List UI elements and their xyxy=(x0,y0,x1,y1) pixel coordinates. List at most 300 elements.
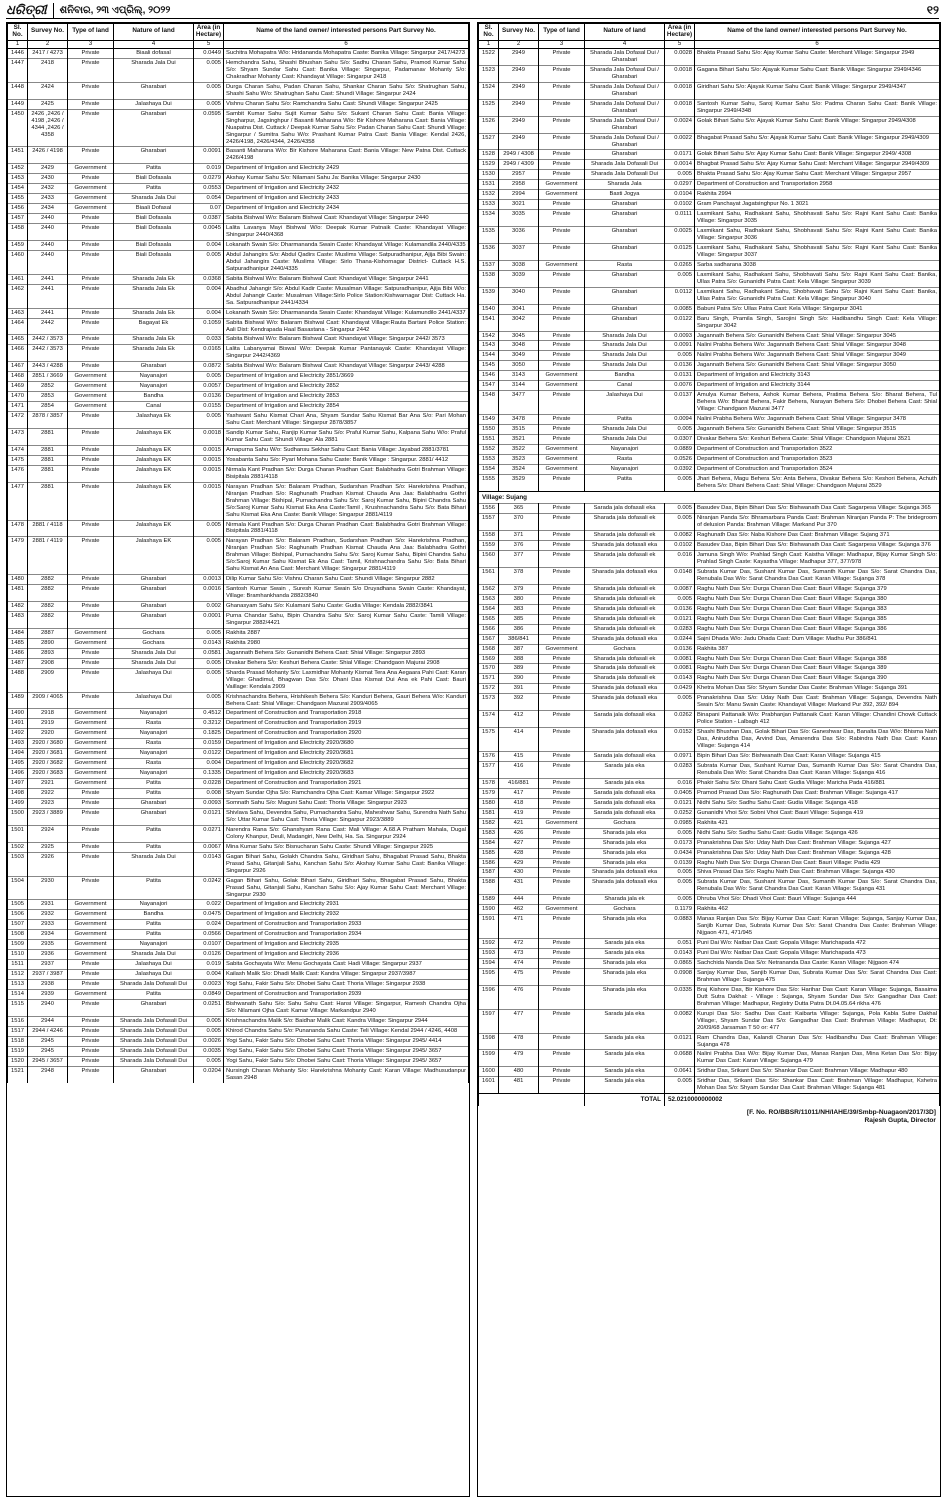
owner-details: Department of Irrigation and Electricity 2433 xyxy=(224,194,469,204)
area: 0.0076 xyxy=(665,381,695,391)
table-row xyxy=(479,287,940,304)
table-row xyxy=(479,594,940,604)
survey-no: 2440 xyxy=(28,241,68,251)
land-nature: Nayanajori xyxy=(114,372,194,382)
owner-details: Sabita Bishwal W/o: Balaram Bishwal Cast: Khandayat Village: Singarpur 2442/ 3573 xyxy=(224,335,469,345)
table-row xyxy=(8,759,469,769)
col-num: 5 xyxy=(194,40,224,48)
land-nature: Sharada Jala Dui xyxy=(585,351,665,361)
sl-no: 1488 xyxy=(8,668,28,692)
area: 0.0889 xyxy=(665,444,695,454)
area: 0.0022 xyxy=(665,133,695,150)
land-nature: Nayanajori xyxy=(114,382,194,392)
survey-no: 3037 xyxy=(499,244,539,261)
survey-no: 2881 / 4118 xyxy=(28,520,68,537)
land-type: Private xyxy=(539,1077,585,1094)
survey-no: 387 xyxy=(499,644,539,654)
table-row xyxy=(8,520,469,537)
area: 0.0387 xyxy=(194,214,224,224)
sl-no: 1551 xyxy=(479,435,499,445)
land-type: Private xyxy=(539,244,585,261)
owner-details: Jagannath Behera S/o: Gunanidhi Behera Cast: Shial Village: Singarpur 3045 xyxy=(695,331,940,341)
sl-no: 1447 xyxy=(8,58,28,82)
land-type: Private xyxy=(539,788,585,798)
table-row xyxy=(8,49,469,59)
land-type: Private xyxy=(539,808,585,818)
owner-details: Department of Irrigation and Electricity 2920/3680 xyxy=(224,739,469,749)
sl-no: 1554 xyxy=(479,464,499,474)
table-row xyxy=(8,174,469,184)
area: 0.0018 xyxy=(665,99,695,116)
land-nature: Sarada jala eka xyxy=(585,949,665,959)
survey-no: 2441 xyxy=(28,308,68,318)
owner-details: Shashi Bhushan Das, Golak Bihari Das S/o: Ganeshwar Das, Banalta Das W/o: Bhisma Nath Das, Aniruddha Das, Arvind Das, Amarendra Das S/o: Rabindra Nath Das Cast: Karan Village: Sujanga 414 xyxy=(695,728,940,752)
sl-no: 1477 xyxy=(8,482,28,520)
owner-details: Yogi Sahu, Fakir Sahu S/o: Dhobei Sahu Cast: Thoria Village: Singarpur 2938 xyxy=(224,980,469,990)
owner-details: Gram Panchayat Jagatsinghpur No. 1 3021 xyxy=(695,200,940,210)
survey-no: 2418 xyxy=(28,58,68,82)
owner-details: Pramod Prasad Das S/o: Raghunath Das Cast: Brahman Village: Sujanga 417 xyxy=(695,788,940,798)
land-nature: Jalashaya Dui xyxy=(114,970,194,980)
land-nature: Gharabari xyxy=(585,150,665,160)
land-type: Private xyxy=(68,658,114,668)
table-row xyxy=(479,270,940,287)
sl-no: 1583 xyxy=(479,828,499,838)
owner-details: Department of Construction and Transportation 2918 xyxy=(224,709,469,719)
survey-no: 2919 xyxy=(28,719,68,729)
land-nature: Nayanajori xyxy=(114,709,194,719)
land-table-left xyxy=(7,23,469,1083)
area: 0.0045 xyxy=(194,224,224,241)
table-row xyxy=(479,798,940,808)
sl-no: 1479 xyxy=(8,537,28,575)
sl-no: 1558 xyxy=(479,531,499,541)
sl-no: 1525 xyxy=(479,99,499,116)
sl-no: 1534 xyxy=(479,210,499,227)
owner-details: Yogi Sahu, Fakir Sahu S/o: Dhobei Sahu Cast: Thoria Village: Singarpur 2945/ 3657 xyxy=(224,1046,469,1056)
owner-details: Yogi Sahu, Fakir Sahu S/o: Dhobei Sahu Cast: Thoria Village: Singarpur 2945/ 3657 xyxy=(224,1056,469,1066)
land-type: Government xyxy=(68,930,114,940)
table-row xyxy=(479,381,940,391)
table-row xyxy=(479,331,940,341)
table-row xyxy=(479,684,940,694)
survey-no: 474 xyxy=(499,958,539,968)
survey-no: 2881 xyxy=(28,482,68,520)
land-nature: Sarada jala dofasali eka xyxy=(585,711,665,728)
owner-details: Department of Irrigation and Electricity 2920/3681 xyxy=(224,749,469,759)
sl-no: 1524 xyxy=(479,82,499,99)
table-row xyxy=(479,425,940,435)
sl-no: 1510 xyxy=(8,950,28,960)
owner-details: Bhakta Prasad Sahu S/o: Ajay Kumar Sahu Cast: Merchant Village: Singarpur 2957 xyxy=(695,170,940,180)
table-row xyxy=(479,371,940,381)
owner-details: Dilip Kumar Sahu S/o: Vishnu Charan Sahu Cast: Shundi Village: Singarpur 2882 xyxy=(224,575,469,585)
table-row xyxy=(479,116,940,133)
owner-details: Jagannath Behera S/o: Gunanidhi Behera Cast: Shial Village: Singarpur 2893 xyxy=(224,648,469,658)
area: 0.0026 xyxy=(194,1036,224,1046)
land-nature: Sharada Jala Dofasal Dui / Gharabari xyxy=(585,116,665,133)
owner-details: Khirod Chandra Sahu S/o: Punananda Sahu Caste: Teli Village: Kendal 2944 / 4246, 4408 xyxy=(224,1026,469,1036)
land-type: Private xyxy=(539,210,585,227)
survey-no: 3045 xyxy=(499,331,539,341)
owner-details: Sarba sadharana 3038 xyxy=(695,260,940,270)
sl-no: 1563 xyxy=(479,594,499,604)
survey-no: 376 xyxy=(499,541,539,551)
survey-no: 371 xyxy=(499,531,539,541)
village-section xyxy=(479,491,940,504)
owner-details: Lalita Labanyamai Biswal W/o: Deepak Kumar Pantanayak Caste: Khandayat Village: Singarpur 2442/4369 xyxy=(224,345,469,362)
sl-no: 1573 xyxy=(479,694,499,711)
table-row xyxy=(479,1067,940,1077)
land-nature: Sharada jala eka xyxy=(585,985,665,1009)
table-row xyxy=(8,392,469,402)
area: 0.0143 xyxy=(194,852,224,876)
area: 0.004 xyxy=(194,759,224,769)
sl-no: 1567 xyxy=(479,634,499,644)
survey-no: 370 xyxy=(499,514,539,531)
area: 0.0883 xyxy=(665,915,695,939)
land-nature: Patita xyxy=(585,415,665,425)
table-row xyxy=(8,147,469,164)
area: 0.0265 xyxy=(665,260,695,270)
area: 0.004 xyxy=(194,308,224,318)
land-type: Private xyxy=(68,809,114,826)
owner-details: Bhagabat Prasad Sahu S/o: Ajayak Kumar Sahu Cast: Banik Village: Singarpur 2949/4309 xyxy=(695,133,940,150)
survey-no: 2882 xyxy=(28,602,68,612)
sl-no: 1470 xyxy=(8,392,28,402)
land-type: Private xyxy=(539,752,585,762)
land-nature: Sharada Jala Dofasal Dui / Gharabari xyxy=(585,99,665,116)
survey-no: 380 xyxy=(499,594,539,604)
table-row xyxy=(8,445,469,455)
land-nature: Jalashaya Dui xyxy=(114,668,194,692)
owner-details: Sabita Bishwal W/o: Balaram Bishwal Cast: Khandayat Village: Singarpur 2443/ 4288 xyxy=(224,362,469,372)
survey-no: 430 xyxy=(499,868,539,878)
survey-no: 2945 xyxy=(28,1036,68,1046)
survey-no: 477 xyxy=(499,1009,539,1033)
sl-no: 1450 xyxy=(8,109,28,147)
table-row xyxy=(8,789,469,799)
owner-details: Department of Construction and Transportation 2939 xyxy=(224,990,469,1000)
sl-no: 1527 xyxy=(479,133,499,150)
land-nature: Sharada Jala Ek xyxy=(114,308,194,318)
sl-no: 1594 xyxy=(479,958,499,968)
table-row xyxy=(8,204,469,214)
land-nature: Sharada jala dofasali eka xyxy=(585,567,665,584)
sl-no: 1491 xyxy=(8,719,28,729)
owner-details: Department of Irrigation and Electricity 2429 xyxy=(224,164,469,174)
owner-details: Purna Chandar Sahu, Bipin Chandra Sahu S/o: Saroj Kumar Sahu Caste: Tamili Village: Singarpur 2882/4421 xyxy=(224,611,469,628)
land-nature: Gharabari xyxy=(114,82,194,99)
sl-no: 1574 xyxy=(479,711,499,728)
area: 0.0165 xyxy=(194,345,224,362)
owner-details: Jhari Behera, Magu Behera S/o: Anta Behera, Divakar Behera S/o: Keshori Behera, Achuth Behera S/o: Dhani Behera Cast: Shial Village: Chandgaon Majurai 3529 xyxy=(695,474,940,491)
survey-no: 421 xyxy=(499,818,539,828)
col-num: 5 xyxy=(665,40,695,48)
land-type: Private xyxy=(539,49,585,66)
land-nature: Sharada jala dofasali ek xyxy=(585,614,665,624)
area: 0.005 xyxy=(665,828,695,838)
owner-details: Sharda Prasad Mohanty S/o: Laxmidhar Mohanty Kismat Tera Ana Aegaara Pahi Cast: Karan Village: Ghadimul, Bhagwan Das S/o: Dhani Das Kismat Dui Ana ek Pahi Cast: Bauri Vaillage: Kendala 2909 xyxy=(224,668,469,692)
owner-details: Hemchandra Sahu, Shashi Bhushan Sahu S/o: Sadhu Charan Sahu, Pramod Kumar Sahu S/o: Shyam Sundar Sahu Cast: Banika Village: Singarpur, Padamanav Mohanty S/o: Chakradhar Mohanty Cast: Khandayat Village: Singarpur 2418 xyxy=(224,58,469,82)
owner-details: Vishnu Charan Sahu S/o: Ramchandra Sahu Cast: Shundi Village: Singarpur 2425 xyxy=(224,99,469,109)
sl-no: 1584 xyxy=(479,838,499,848)
land-type: Government xyxy=(539,644,585,654)
table-row xyxy=(8,429,469,446)
owner-details: Sridhar Das, Srikant Das S/o: Shankar Das Cast: Brahman Village: Madhapur, Kshetra Mohan Das S/o: Shyam Sundar Das Cast: Brahman Village: Sujanga 481 xyxy=(695,1077,940,1094)
area: 0.0018 xyxy=(194,429,224,446)
owner-details: Department of Irrigation and Electricity 2852 xyxy=(224,382,469,392)
table-row xyxy=(479,170,940,180)
area: 0.0251 xyxy=(194,1000,224,1017)
sl-no: 1533 xyxy=(479,200,499,210)
land-type: Private xyxy=(539,361,585,371)
survey-no: 2442 xyxy=(28,318,68,335)
table-row xyxy=(479,664,940,674)
land-nature: Sharada Jala Dui xyxy=(585,435,665,445)
owner-details: Nalini Prabha Das W/o: Bijay Kumar Das, Manas Ranjan Das, Mina Ketan Das S/o: Bijay Kumar Das Cast: Karan Village: Sujanga 479 xyxy=(695,1050,940,1067)
land-type: Private xyxy=(539,160,585,170)
area: 0.005 xyxy=(194,628,224,638)
area: 0.0405 xyxy=(665,788,695,798)
land-nature: Sharada Jala Dofasali Dui xyxy=(585,160,665,170)
area: 0.005 xyxy=(665,594,695,604)
table-row xyxy=(479,567,940,584)
area: 0.0985 xyxy=(665,818,695,828)
sl-no: 1569 xyxy=(479,654,499,664)
survey-no: 2934 xyxy=(28,930,68,940)
survey-no: 2882 xyxy=(28,585,68,602)
land-type: Private xyxy=(68,109,114,147)
land-nature: Biali Dofasala xyxy=(114,250,194,274)
table-row xyxy=(8,1056,469,1066)
land-type: Government xyxy=(68,739,114,749)
survey-no: 3522 xyxy=(499,444,539,454)
survey-no: 391 xyxy=(499,684,539,694)
survey-no: 2441 xyxy=(28,274,68,284)
land-nature: Bagayat Ek xyxy=(114,318,194,335)
land-type: Private xyxy=(539,116,585,133)
land-nature: Jalashaya Dui xyxy=(114,692,194,709)
land-type: Private xyxy=(539,694,585,711)
table-row xyxy=(479,160,940,170)
land-nature: Canal xyxy=(585,381,665,391)
land-nature: Patita xyxy=(114,876,194,900)
owner-details: Nidhi Sahu S/o: Sadhu Sahu Cast: Gudia Village: Sujanga 426 xyxy=(695,828,940,838)
land-type: Private xyxy=(539,1009,585,1033)
area: 0.0872 xyxy=(194,362,224,372)
area: 0.0908 xyxy=(665,968,695,985)
land-type: Government xyxy=(68,194,114,204)
land-type: Private xyxy=(539,270,585,287)
table-row xyxy=(8,1016,469,1026)
land-type: Government xyxy=(68,759,114,769)
area: 0.0137 xyxy=(665,391,695,415)
area: 0.0136 xyxy=(665,604,695,614)
table-row xyxy=(479,99,940,116)
area: 0.0024 xyxy=(665,116,695,133)
survey-no: 386 xyxy=(499,624,539,634)
land-type: Private xyxy=(539,150,585,160)
survey-no: 2944 xyxy=(28,1016,68,1026)
owner-details: Department of Irrigation and Electricity 3143 xyxy=(695,371,940,381)
owner-details: Braj Kishore Das, Bir Kishore Das S/o: Harihar Das Cast: Karan Village: Sujanga, Basaima Dutt Sutra Dakhal: - Village : Sujanga, Shyam Sundar Das S/o: Gangadhar Das Cast: Brahman Village: Madhapur, Registry Dutta Patra Dt.04.05.64 rikha 476 xyxy=(695,985,940,1009)
table-row xyxy=(479,260,940,270)
land-nature: Gharabari xyxy=(114,602,194,612)
survey-no: 426 xyxy=(499,828,539,838)
owner-details: Department of Construction and Transportation 2921 xyxy=(224,779,469,789)
owner-details: Pranakrishna Das S/o: Uday Nath Das Cast: Brahman Village: Sujanga, Devendra Nath Swain S/o: Manu Swain Caste: Khandayat Village: Markand Pur 392, 392/ 894 xyxy=(695,694,940,711)
area: 0.0581 xyxy=(194,648,224,658)
land-type: Private xyxy=(68,1000,114,1017)
sl-no: 1568 xyxy=(479,644,499,654)
sl-no: 1562 xyxy=(479,584,499,594)
survey-no: 2424 xyxy=(28,82,68,99)
sl-no: 1572 xyxy=(479,684,499,694)
sl-no: 1455 xyxy=(8,194,28,204)
header-area: Area (in Hectare) xyxy=(665,24,695,41)
sl-no: 1505 xyxy=(8,900,28,910)
owner-details: Gagana Bihari Sahu S/o: Ajayak Kumar Sahu Cast: Banik Village: Singarpur 2949/4346 xyxy=(695,65,940,82)
sl-no: 1506 xyxy=(8,910,28,920)
land-nature: Gharabari xyxy=(114,575,194,585)
survey-no: 2949 / 4308 xyxy=(499,150,539,160)
land-nature: Gochara xyxy=(114,628,194,638)
header-survey: Survey No. xyxy=(28,24,68,41)
survey-no: 479 xyxy=(499,1050,539,1067)
owner-details: Department of Irrigation and Electricity 3144 xyxy=(695,381,940,391)
sl-no: 1589 xyxy=(479,895,499,905)
table-row xyxy=(8,729,469,739)
owner-details: Dhruba Vhoi S/o: Dhadi Vhoi Cast: Bauri Village: Sujanga 444 xyxy=(695,895,940,905)
survey-no: 2945 xyxy=(28,1046,68,1056)
land-type: Private xyxy=(68,611,114,628)
land-type: Private xyxy=(68,537,114,575)
land-nature: Sharada Jala Dofasal Dui / Gharabari xyxy=(585,65,665,82)
sl-no: 1498 xyxy=(8,789,28,799)
survey-no: 3515 xyxy=(499,425,539,435)
header-type: Type of land xyxy=(68,24,114,41)
land-table-right xyxy=(478,23,940,1106)
survey-no: 429 xyxy=(499,858,539,868)
total-spacer xyxy=(479,1094,585,1106)
sl-no: 1508 xyxy=(8,930,28,940)
area: 0.005 xyxy=(194,1056,224,1066)
area: 0.005 xyxy=(665,1077,695,1094)
land-nature: Sarada jala dofasali eka xyxy=(585,788,665,798)
owner-details: Department of Irrigation and Electricity 2932 xyxy=(224,910,469,920)
sl-no: 1485 xyxy=(8,638,28,648)
land-nature: Gharabari xyxy=(585,287,665,304)
table-row xyxy=(479,341,940,351)
land-nature: Biaali Dofasal xyxy=(114,204,194,214)
area: 0.0057 xyxy=(194,382,224,392)
owner-details: Santosh Kumar Swain , Suresh Kumar Swain S/o Druyadhana Swain Caste: Khandayat, Village: Bramhankhanda 2882/3840 xyxy=(224,585,469,602)
table-row xyxy=(8,990,469,1000)
survey-no: 377 xyxy=(499,551,539,568)
land-type: Private xyxy=(539,415,585,425)
land-type: Private xyxy=(68,970,114,980)
area: 0.0091 xyxy=(194,147,224,164)
area: 0.1059 xyxy=(194,318,224,335)
land-type: Government xyxy=(68,204,114,214)
owner-details: Divakar Behera S/o: Keshuri Behera Caste: Shial Village: Chandgaon Majurai 3521 xyxy=(695,435,940,445)
land-nature: Sharada Jala Dui xyxy=(114,658,194,668)
area: 0.0018 xyxy=(665,82,695,99)
land-type: Private xyxy=(539,551,585,568)
sl-no: 1591 xyxy=(479,915,499,939)
survey-no: 3036 xyxy=(499,227,539,244)
table-row xyxy=(479,878,940,895)
table-row xyxy=(479,838,940,848)
table-row xyxy=(8,318,469,335)
land-type: Private xyxy=(539,514,585,531)
owner-details: Shyam Sundar Ojha S/o: Ramchandra Ojha Cast: Kamar Village: Singarpur 2922 xyxy=(224,789,469,799)
land-nature: Sharada Jala Dui xyxy=(585,361,665,371)
sl-no: 1582 xyxy=(479,818,499,828)
table-row xyxy=(479,858,940,868)
header-sl: Sl. No. xyxy=(8,24,28,41)
land-type: Government xyxy=(68,164,114,174)
owner-details: Department of Irrigation and Electricity 2936 xyxy=(224,950,469,960)
owner-details: Narayan Pradhan S/o: Balaram Pradhan, Sudarshan Pradhan S/o: Harekrishna Pradhan, Niranjan Pradhan S/o: Raghunath Pradhan Kismat Chauda Ana Jaa: Balabhadra Gothri Brahman Village: Bishipal, Purnachandra Sahu S/o: Saroj Kumar Sahu, Bipini Chandra Sahu S/o:Saroj Kumar Sahu Kismat Ek Ana Cast: Tamil, Krishnachandra Sahu S/o: Bata Bihari Sahu Kismat An Ana Cast: Merchant Village: Singarpur 2881/4119 xyxy=(224,537,469,575)
owner-details: Bishwanath Sahu S/o: Sahu Sahu Cast: Hansi Village: Singarpur, Ramesh Chandra Ojha S/o: Nilamani Ojha Cast: Kamar Village: Markandpur 2940 xyxy=(224,1000,469,1017)
land-nature: Jalashaya EK xyxy=(114,482,194,520)
land-type: Private xyxy=(539,99,585,116)
sl-no: 1552 xyxy=(479,444,499,454)
land-nature: Gochara xyxy=(114,638,194,648)
area: 0.0143 xyxy=(665,949,695,959)
land-type: Government xyxy=(68,769,114,779)
land-type: Private xyxy=(68,1046,114,1056)
land-type: Private xyxy=(539,304,585,314)
owner-details: Nirmala Kant Pradhan S/o: Durga Charan Pradhan Cast: Balabhadra Gotri Brahman Village: Bisipitala 2881/4118 xyxy=(224,520,469,537)
land-type: Private xyxy=(539,728,585,752)
table-row xyxy=(8,611,469,628)
table-row xyxy=(8,940,469,950)
sl-no: 1596 xyxy=(479,985,499,1009)
col-num: 4 xyxy=(585,40,665,48)
table-row xyxy=(479,778,940,788)
area: 0.0136 xyxy=(665,361,695,371)
area: 0.1335 xyxy=(194,769,224,779)
survey-no: 2949 xyxy=(499,116,539,133)
survey-no: 388 xyxy=(499,654,539,664)
land-type: Government xyxy=(539,444,585,454)
survey-no: 2432 xyxy=(28,184,68,194)
survey-no: 2909 / 4065 xyxy=(28,692,68,709)
sl-no: 1523 xyxy=(479,65,499,82)
land-nature: Biali Dofasala xyxy=(114,214,194,224)
land-type: Government xyxy=(68,950,114,960)
table-row xyxy=(8,769,469,779)
area: 0.0136 xyxy=(665,644,695,654)
survey-no: 2882 xyxy=(28,611,68,628)
area: 0.008 xyxy=(194,789,224,799)
survey-no: 2426 ,2426 / 4198 ,2426 / 4344 ,2426 / 4358 xyxy=(28,109,68,147)
survey-no: 2851 / 3669 xyxy=(28,372,68,382)
owner-details: Basudev Das, Bipin Bihari Das S/o: Bishwanath Das Cast: Sagarpesa Village: Sujanga 365 xyxy=(695,504,940,514)
owner-details: Nalini Prabha Behera W/o: Jagannath Behera Cast: Shial Village: Singarpur 3048 xyxy=(695,341,940,351)
sl-no: 1550 xyxy=(479,425,499,435)
owner-details: Nidhi Sahu S/o: Sadhu Sahu Cast: Gudia Village: Sujanga 418 xyxy=(695,798,940,808)
owner-details: Department of Irrigation and Electricity 2432 xyxy=(224,184,469,194)
table-row xyxy=(479,133,940,150)
area: 0.0136 xyxy=(194,392,224,402)
sl-no: 1484 xyxy=(8,628,28,638)
land-nature: Sharada jala eka xyxy=(585,858,665,868)
sl-no: 1570 xyxy=(479,664,499,674)
